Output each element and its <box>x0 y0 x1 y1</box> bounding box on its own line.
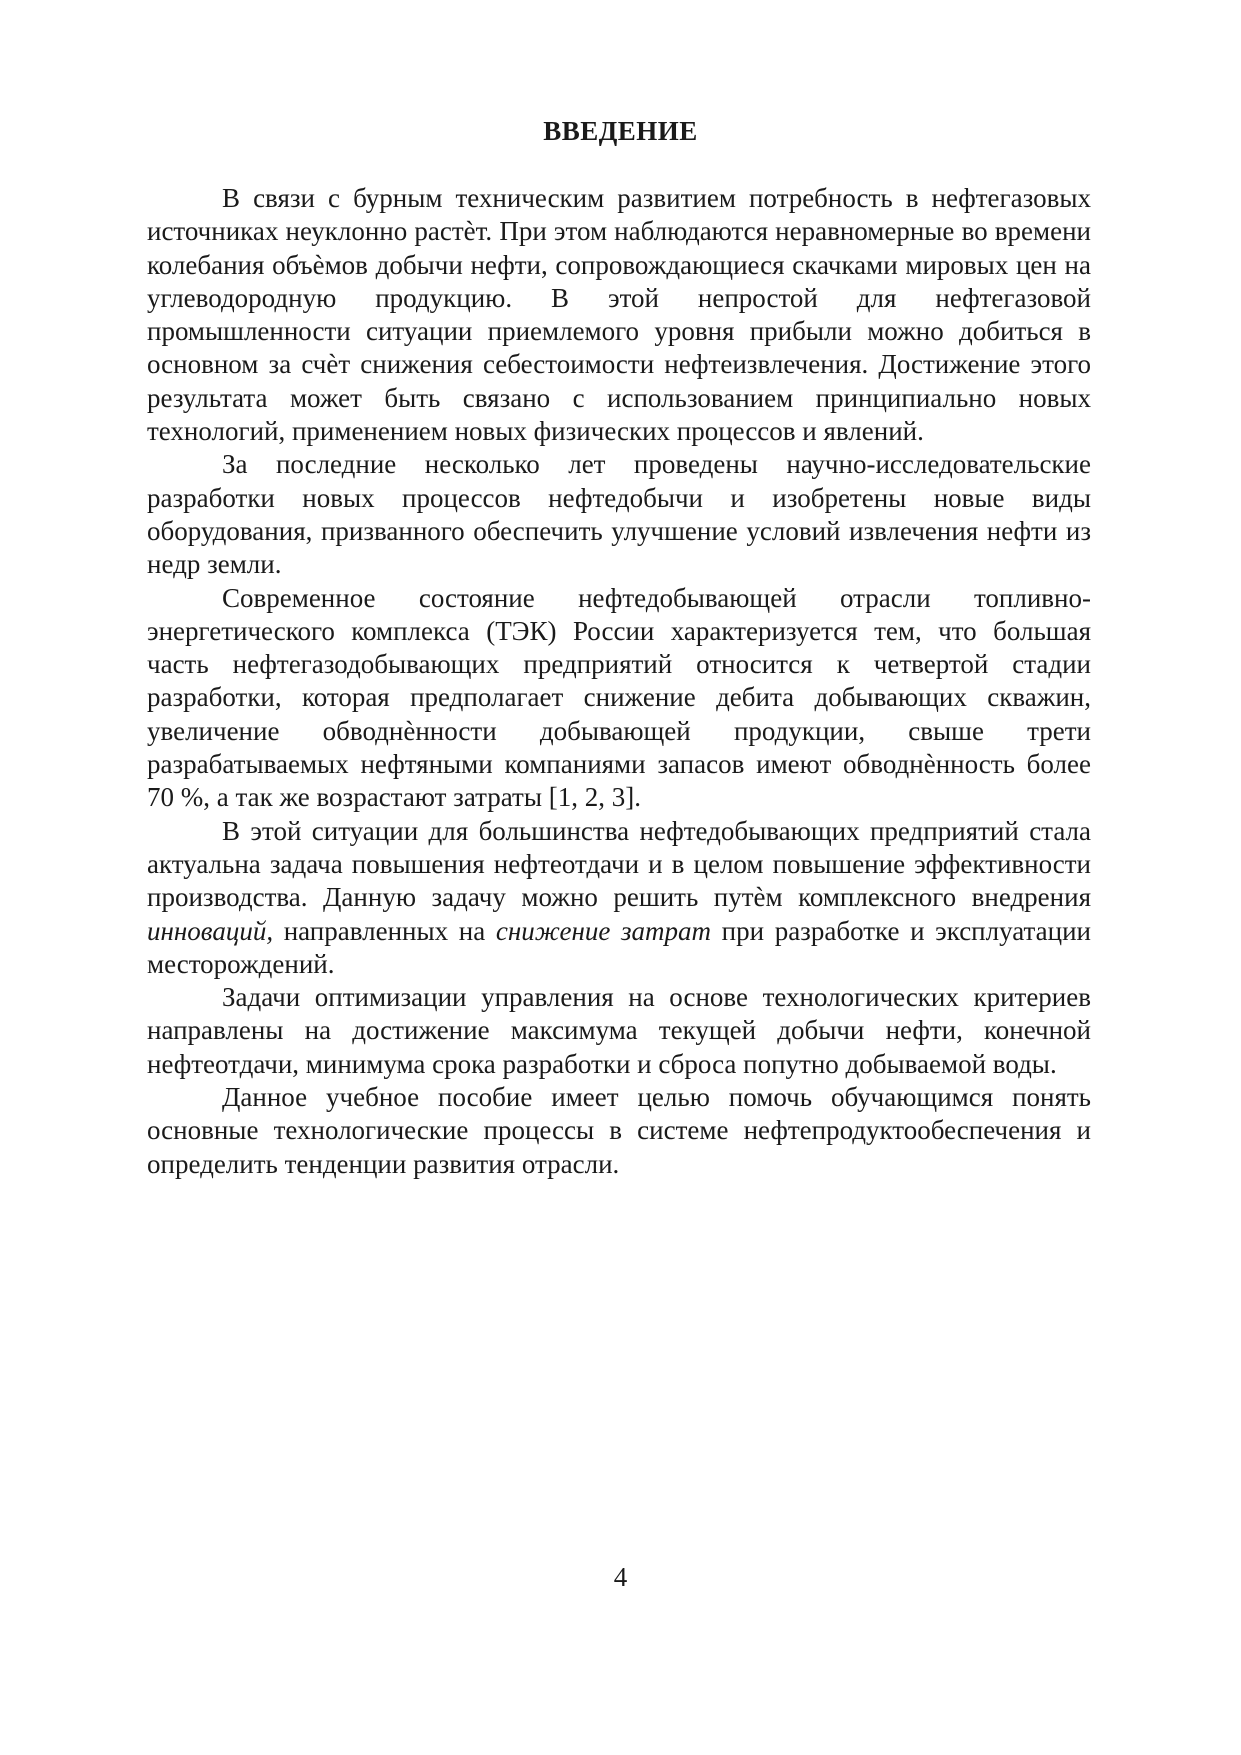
paragraph-6: Данное учебное пособие имеет целью помочь обучающимся понять основные технологические процессы в системе нефтепродуктообеспечения и определить тенденции развития отрасли. <box>147 1082 1091 1179</box>
paragraph-4 <box>147 815 1091 981</box>
emphasis-innovations: инноваций, <box>147 915 274 946</box>
paragraph-4-part-3: при разработке и эксплуатации месторождений. <box>147 915 1091 979</box>
paragraph-4-part-2: направленных на <box>273 915 496 946</box>
section-heading: ВВЕДЕНИЕ <box>543 116 698 146</box>
paragraph-3: Современное состояние нефтедобывающей отрасли топливно-энергетического комплекса (ТЭК) России характеризуется тем, что большая часть нефтегазодобывающих предприятий относится к четвертой стадии разработки, которая предполагает снижение дебита добывающих скважин, увеличение обводнѐнности добывающей продукции, свыше трети разрабатываемых нефтяными компаниями запасов имеют обводнѐнность более 70 %, а так же возрастают затраты [1, 2, 3]. <box>147 582 1091 813</box>
paragraph-4-part-1: В этой ситуации для большинства нефтедобывающих предприятий стала актуальна задача повышения нефтеотдачи и в целом повышение эффективности производства. Данную задачу можно решить путѐм комплексного внедрения <box>147 815 1091 913</box>
paragraph-2: За последние несколько лет проведены научно-исследовательские разработки новых процессов нефтедобычи и изобретены новые виды оборудования, призванного обеспечить улучшение условий извлечения нефти из недр земли. <box>147 449 1091 580</box>
emphasis-cost-reduction: снижение затрат <box>495 915 712 946</box>
paragraph-5: Задачи оптимизации управления на основе технологических критериев направлены на достижение максимума текущей добычи нефти, конечной нефтеотдачи, минимума срока разработки и сброса попутно добываемой воды. <box>147 982 1091 1079</box>
page-number: 4 <box>613 1562 628 1592</box>
paragraph-1: В связи с бурным техническим развитием потребность в нефтегазовых источниках неуклонно растѐт. При этом наблюдаются неравномерные во времени колебания объѐмов добычи нефти, сопровождающиеся скачками мировых цен на углеводородную продукцию. В этой непростой для нефтегазовой промышленности ситуации приемлемого уровня прибыли можно добиться в основном за счѐт снижения себестоимости нефтеизвлечения. Достижение этого результата может быть связано с использованием принципиально новых технологий, применением новых физических процессов и явлений. <box>147 183 1091 447</box>
body-text <box>147 182 1091 1181</box>
